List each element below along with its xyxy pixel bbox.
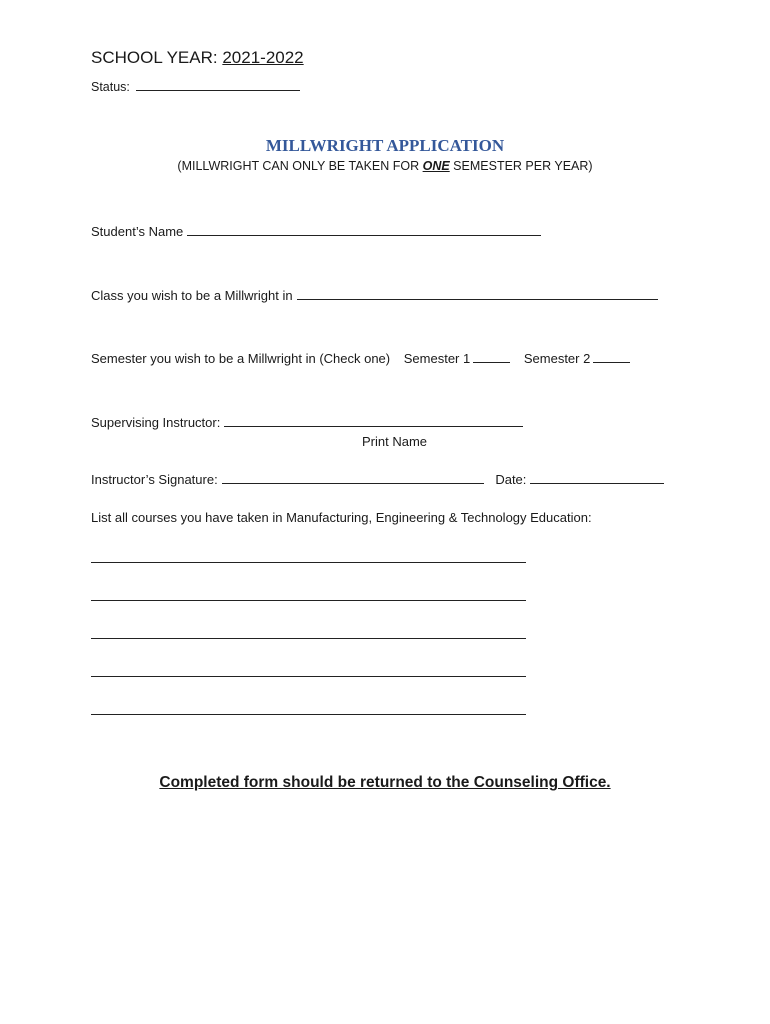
- semester-1-check-line[interactable]: [473, 361, 510, 363]
- student-name-field: [91, 224, 541, 239]
- school-year-value: 2021-2022: [222, 48, 304, 67]
- footer-note: Completed form should be returned to the Counseling Office.: [159, 774, 611, 791]
- course-blank-line[interactable]: [91, 676, 526, 677]
- class-blank-line[interactable]: [297, 298, 658, 300]
- instructor-signature-blank-line[interactable]: [222, 482, 484, 484]
- status-field: [91, 80, 300, 94]
- instructor-signature-field: [91, 472, 664, 487]
- course-blank-line[interactable]: [91, 600, 526, 601]
- semester-2-check-line[interactable]: [593, 361, 630, 363]
- student-name-label: Student’s Name: [91, 224, 184, 239]
- print-name-caption: Print Name: [362, 434, 428, 449]
- supervising-instructor-blank-line[interactable]: [224, 425, 523, 427]
- date-label: Date:: [495, 472, 527, 487]
- semester-option-1-label: Semester 1: [403, 351, 471, 366]
- subtitle: [0, 159, 770, 173]
- course-blank-line[interactable]: [91, 562, 526, 563]
- courses-label: List all courses you have taken in Manufacturing, Engineering & Technology Education:: [91, 510, 592, 525]
- subtitle-before: (MILLWRIGHT CAN ONLY BE TAKEN FOR: [177, 159, 423, 173]
- semester-option-2-label: Semester 2: [523, 351, 591, 366]
- supervising-instructor-label: Supervising Instructor:: [91, 415, 221, 430]
- date-blank-line[interactable]: [530, 482, 664, 484]
- supervising-instructor-field: [91, 415, 523, 430]
- course-blank-line[interactable]: [91, 638, 526, 639]
- school-year: [91, 48, 304, 68]
- class-label: Class you wish to be a Millwright in: [91, 288, 293, 303]
- semester-field: [91, 351, 630, 366]
- subtitle-emphasis: ONE: [422, 159, 450, 173]
- student-name-blank-line[interactable]: [187, 234, 541, 236]
- subtitle-after: SEMESTER PER YEAR): [449, 159, 593, 173]
- school-year-label: SCHOOL YEAR:: [91, 48, 218, 67]
- status-blank-line[interactable]: [136, 89, 300, 91]
- instructor-signature-label: Instructor’s Signature:: [91, 472, 218, 487]
- class-field: [91, 288, 658, 303]
- course-blank-line[interactable]: [91, 714, 526, 715]
- status-label: Status:: [91, 80, 130, 94]
- semester-label: Semester you wish to be a Millwright in (Check one): [91, 351, 391, 366]
- page-title: MILLWRIGHT APPLICATION: [265, 136, 505, 155]
